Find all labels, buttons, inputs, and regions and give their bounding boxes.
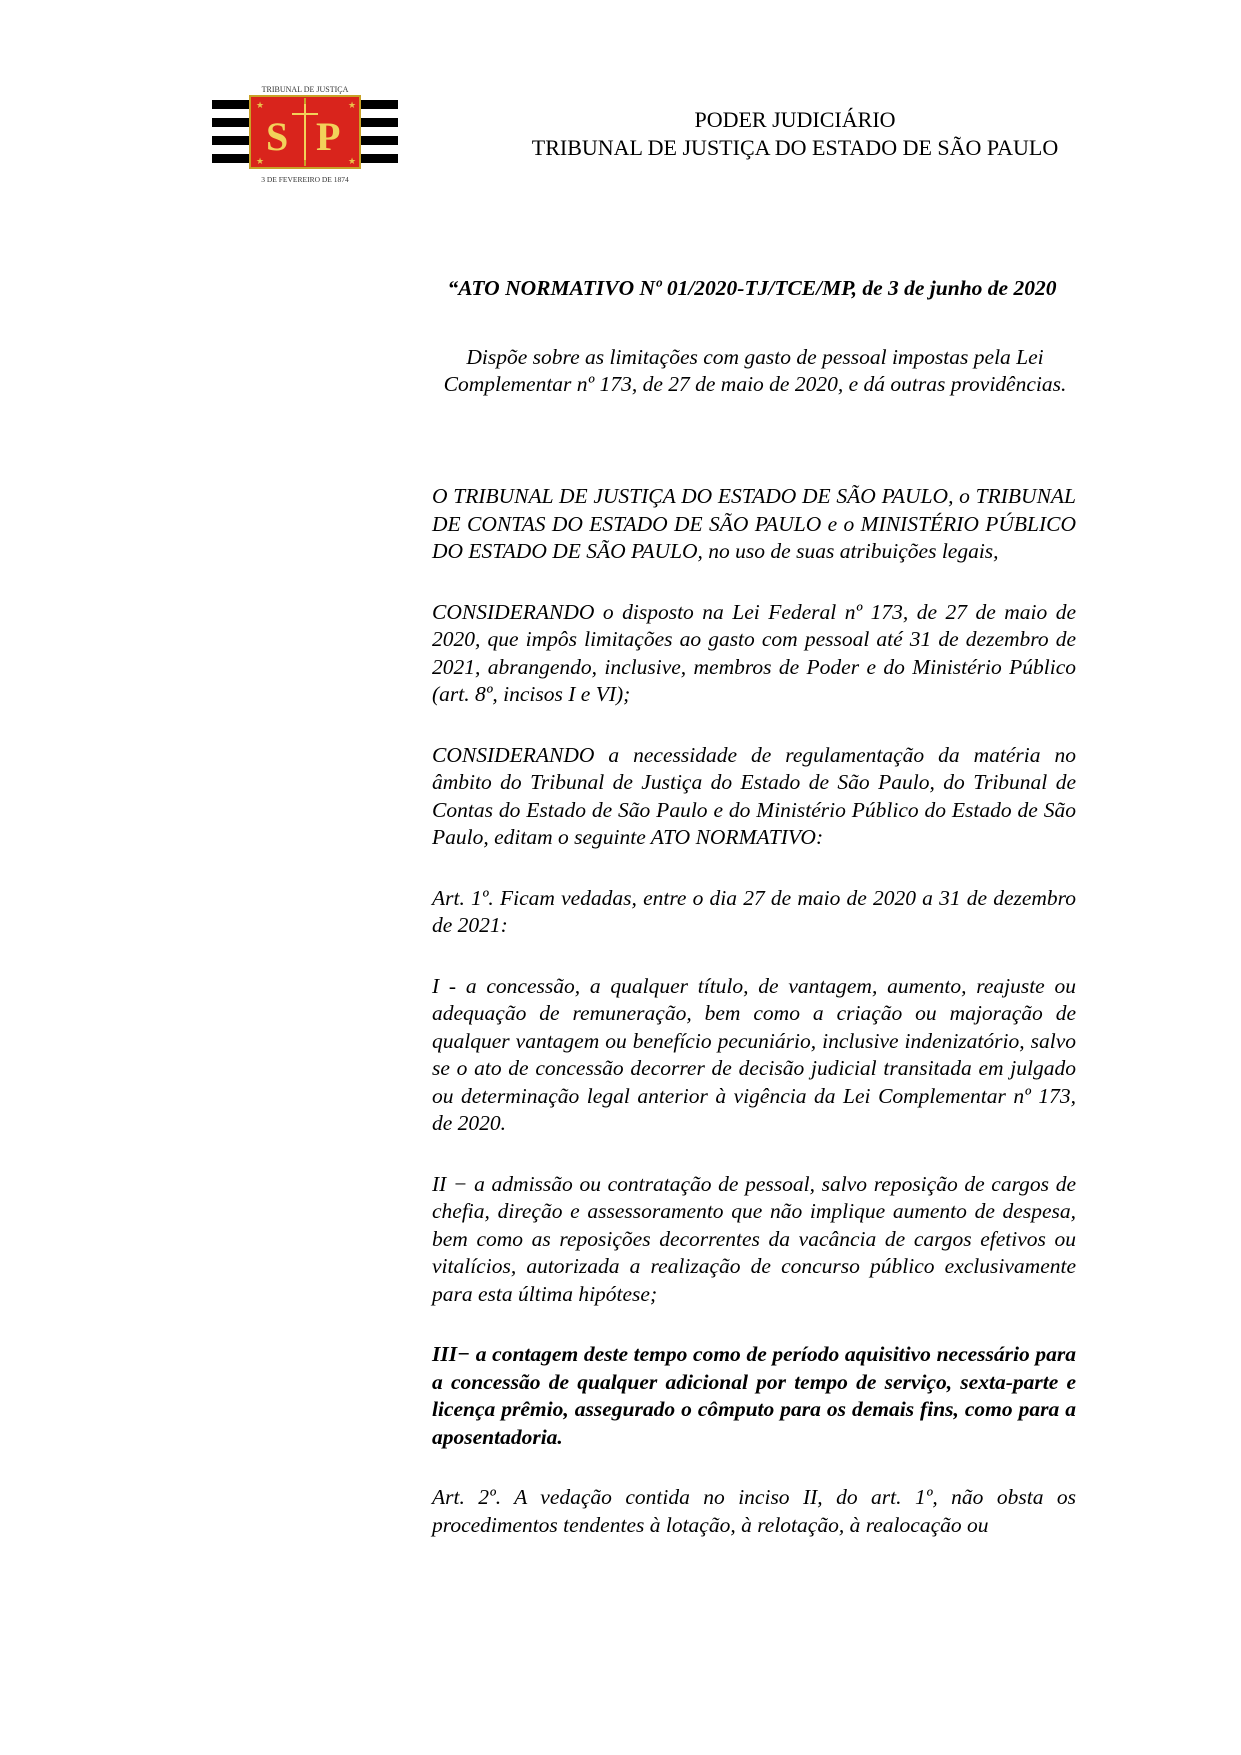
document-ementa: Dispõe sobre as limitações com gasto de pessoal impostas pela Lei Complementar nº 173, de 27 de maio de 2020, e dá outras providências. [443,345,1067,396]
seal-letter-p: P [316,114,341,159]
header-line-2: TRIBUNAL DE JUSTIÇA DO ESTADO DE SÃO PAULO [531,135,1059,160]
svg-text:★: ★ [256,100,265,110]
svg-text:★: ★ [348,100,357,110]
paragraph-considerando-2: CONSIDERANDO a necessidade de regulamentação da matéria no âmbito do Tribunal de Justiça do Estado de São Paulo, do Tribunal de Contas do Estado de São Paulo e do Ministério Público do Estado de São Paulo, editam o seguinte ATO NORMATIVO: [432,742,1076,849]
paragraph-inciso-i: I - a concessão, a qualquer título, de vantagem, aumento, reajuste ou adequação de remuneração, bem como a criação ou majoração de qualquer vantagem ou benefício pecuniário, inclusive indenizatório, salvo se o ato de concessão decorrer de decisão judicial transitada em julgado ou determinação legal anterior à vigência da Lei Complementar nº 173, de 2020. [432,973,1076,1135]
paragraph-preamble: O TRIBUNAL DE JUSTIÇA DO ESTADO DE SÃO PAULO, o TRIBUNAL DE CONTAS DO ESTADO DE SÃO PAULO e o MINISTÉRIO PÚBLICO DO ESTADO DE SÃO PAULO, no uso de suas atribuições legais, [432,484,1076,563]
tjsp-seal-logo [212,82,398,192]
paragraph-inciso-ii: II − a admissão ou contratação de pessoal, salvo reposição de cargos de chefia, direção e assessoramento que não implique aumento de despesa, bem como as reposições decorrentes da vacância de cargos efetivos ou vitalícios, autorizada a realização de concurso público exclusivamente para esta última hipótese; [432,1171,1076,1306]
paragraph-art-2: Art. 2º. A vedação contida no inciso II, do art. 1º, não obsta os procedimentos tendentes à lotação, à relotação, à realocação ou [432,1485,1076,1537]
paragraph-inciso-iii: III− a contagem deste tempo como de período aquisitivo necessário para a concessão de qualquer adicional por tempo de serviço, sexta-parte e licença prêmio, assegurado o cômputo para os demais fins, como para a aposentadoria. [432,1342,1076,1449]
seal-top-text: TRIBUNAL DE JUSTIÇA [261,85,349,94]
document-title: “ATO NORMATIVO Nº 01/2020-TJ/TCE/MP, de 3 de junho de 2020 [447,276,1057,300]
paragraph-art-1: Art. 1º. Ficam vedadas, entre o dia 27 de maio de 2020 a 31 de dezembro de 2021: [432,885,1076,937]
header-line-1: PODER JUDICIÁRIO [694,107,896,132]
document-body [432,483,1076,1572]
svg-text:★: ★ [256,156,265,166]
svg-text:★: ★ [348,156,357,166]
paragraph-considerando-1: CONSIDERANDO o disposto na Lei Federal nº 173, de 27 de maio de 2020, que impôs limitações ao gasto com pessoal até 31 de dezembro de 2021, abrangendo, inclusive, membros de Poder e do Ministério Público (art. 8º, incisos I e VI); [432,599,1076,706]
seal-bottom-text: 3 DE FEVEREIRO DE 1874 [261,175,349,184]
document-header [470,106,1120,162]
seal-letter-s: S [266,114,289,159]
